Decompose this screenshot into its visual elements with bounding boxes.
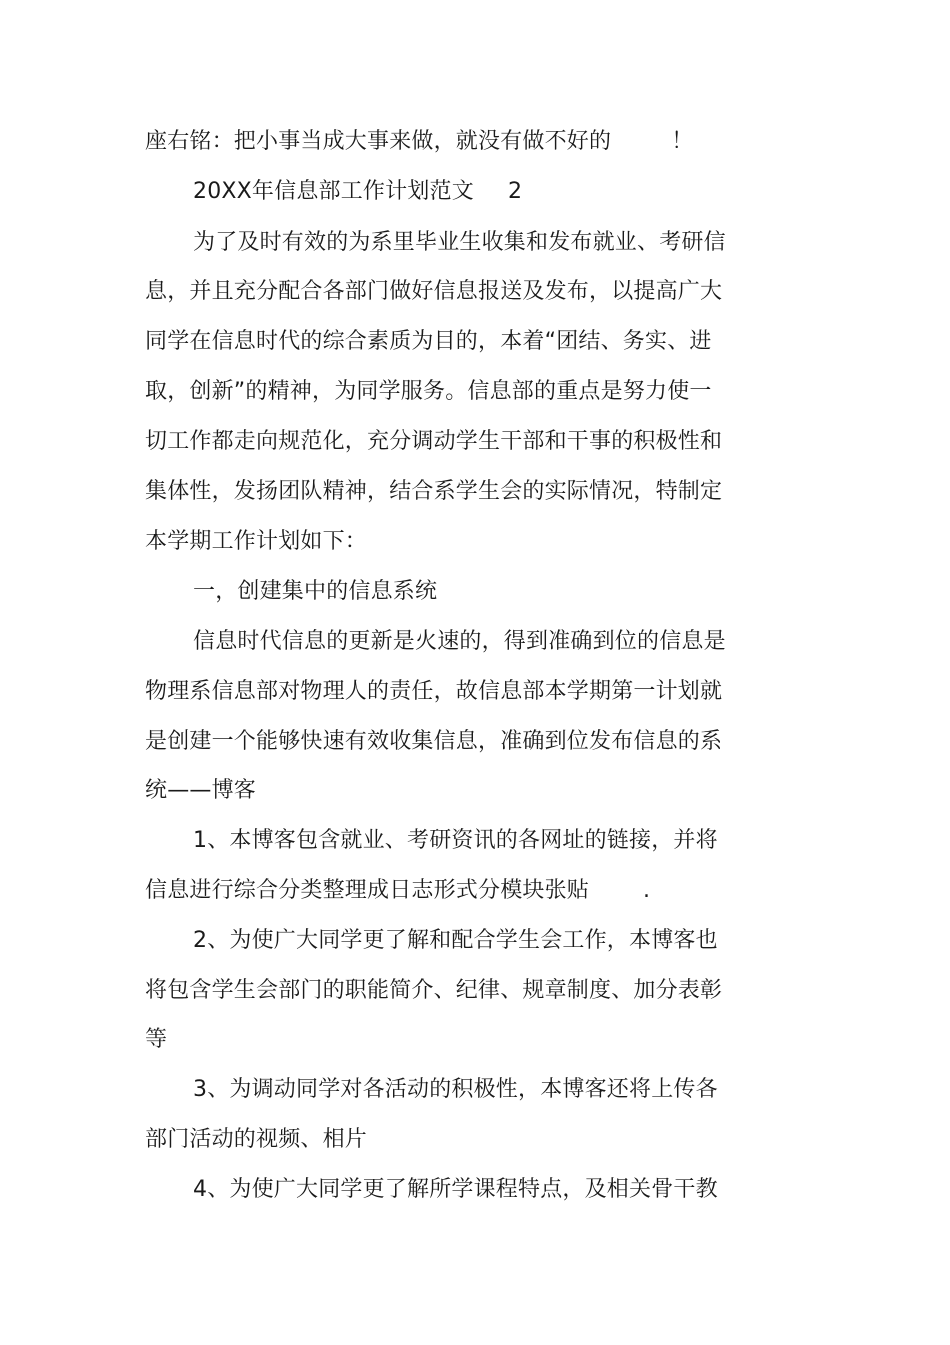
item4-line-1: 4、为使广大同学更了解所学课程特点，及相关骨干教 [193, 1177, 718, 1202]
motto-exclamation: ！ [671, 129, 694, 154]
item3-line-1: 3、为调动同学对各活动的积极性，本博客还将上传各 [193, 1077, 718, 1102]
section1-line-3: 是创建一个能够快速有效收集信息，准确到位发布信息的系 [145, 729, 723, 754]
motto-text: 座右铭：把小事当成大事来做，就没有做不好的 [145, 129, 612, 154]
section1-line-2: 物理系信息部对物理人的责任，故信息部本学期第一计划就 [145, 679, 723, 704]
item3-line-2: 部门活动的视频、相片 [145, 1127, 368, 1152]
intro-line-6: 集体性，发扬团队精神，结合系学生会的实际情况，特制定 [145, 479, 723, 504]
item1-period: . [643, 878, 651, 903]
doc-title [193, 177, 813, 207]
doc-title-number: 2 [507, 179, 523, 204]
item2-line-1: 2、为使广大同学更了解和配合学生会工作，本博客也 [193, 928, 718, 953]
intro-line-1: 为了及时有效的为系里毕业生收集和发布就业、考研信 [193, 230, 726, 255]
section1-line-4: 统——博客 [145, 778, 257, 803]
item1-line-2-text: 信息进行综合分类整理成日志形式分模块张贴 [145, 878, 590, 903]
intro-line-7: 本学期工作计划如下： [145, 529, 368, 554]
section1-line-1: 信息时代信息的更新是火速的，得到准确到位的信息是 [193, 629, 726, 654]
intro-line-2: 息，并且充分配合各部门做好信息报送及发布，以提高广大 [145, 279, 723, 304]
item1-line-2 [145, 876, 765, 906]
item1-line-1: 1、本博客包含就业、考研资讯的各网址的链接，并将 [193, 828, 718, 853]
motto-line [145, 127, 765, 157]
intro-line-3: 同学在信息时代的综合素质为目的，本着“团结、务实、进 [145, 329, 712, 354]
doc-title-text: 20XX年信息部工作计划范文 [193, 179, 474, 204]
section1-heading: 一，创建集中的信息系统 [193, 579, 438, 604]
intro-line-5: 切工作都走向规范化，充分调动学生干部和干事的积极性和 [145, 429, 723, 454]
item2-line-3: 等 [145, 1027, 168, 1052]
intro-line-4: 取，创新”的精神，为同学服务。信息部的重点是努力使一 [145, 379, 712, 404]
item2-line-2: 将包含学生会部门的职能简介、纪律、规章制度、加分表彰 [145, 978, 723, 1003]
